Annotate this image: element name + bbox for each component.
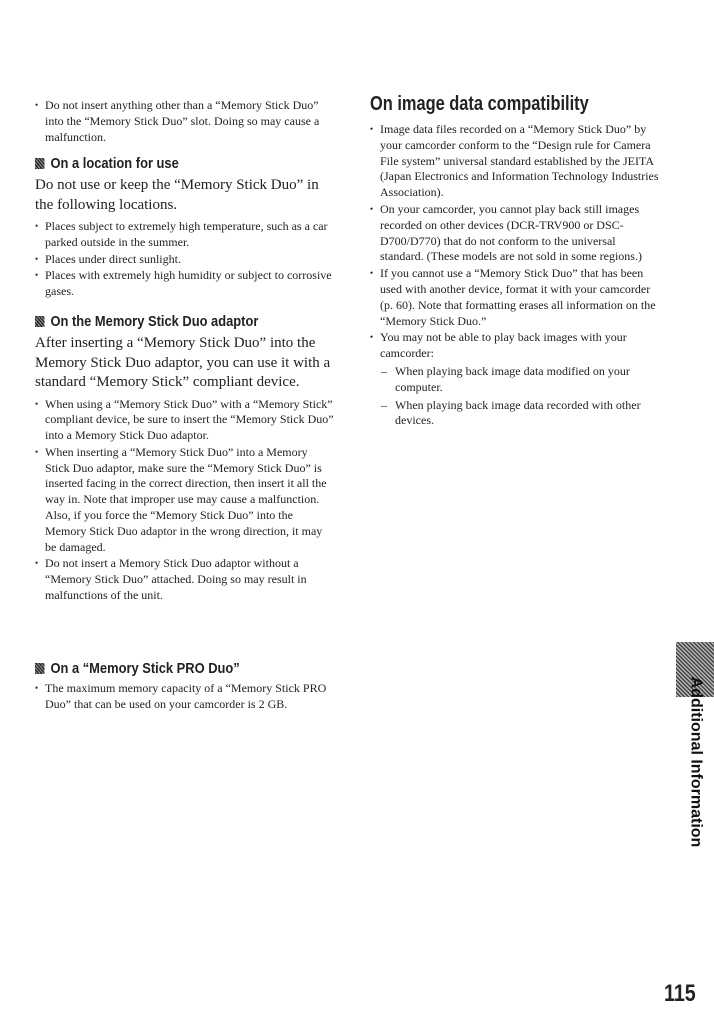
section-adaptor [35, 313, 335, 605]
side-tab-text: Additional Information [687, 676, 704, 848]
section-heading: On a location for use [50, 155, 179, 172]
bullet-item: • Places under direct sunlight. [35, 252, 335, 268]
section-pro-duo [35, 660, 335, 714]
section-heading: On the Memory Stick Duo adaptor [50, 313, 259, 330]
bullet-item: • The maximum memory capacity of a “Memory Stick PRO Duo” that can be used on your camcorder is 2 GB. [35, 681, 335, 713]
bullet-item: • Places with extremely high humidity or subject to corrosive gases. [35, 268, 335, 300]
bullet-text: You may not be able to play back images with your camcorder: [380, 330, 627, 361]
section-marker-icon [35, 663, 44, 674]
intro-bullets [35, 98, 335, 146]
bullet-item: • Image data files recorded on a “Memory Stick Duo” by your camcorder conform to the “Design rule for Camera File system” universal standard established by the JEITA (Japan Electronics and Information Technology Industries Association). [370, 122, 660, 201]
bullet-item: • When using a “Memory Stick Duo” with a “Memory Stick” compliant device, be sure to insert the “Memory Stick Duo” into a Memory Stick Duo adaptor. [35, 397, 335, 444]
section-image-data-compatibility [370, 92, 660, 431]
section-location [35, 155, 335, 301]
section-heading: On a “Memory Stick PRO Duo” [50, 660, 240, 677]
bullet-item: • When inserting a “Memory Stick Duo” into a Memory Stick Duo adaptor, make sure the “Memory Stick Duo” is inserted facing in the correct direction, then insert it all the way in. Note that improper use may cause a malfunction. Also, if you force the “Memory Stick Duo” into the Memory Stick Duo adaptor in the wrong direction, it may be damaged. [35, 445, 335, 556]
bullet-item: • Places subject to extremely high temperature, such as a car parked outside in the summer. [35, 219, 335, 251]
bullet-item: • On your camcorder, you cannot play back still images recorded on other devices (DCR-TRV900 or DSC-D700/D770) that do not conform to the universal standard. (These models are not sold in some regions.) [370, 202, 660, 265]
main-heading: On image data compatibility [370, 93, 589, 115]
section-marker-icon [35, 316, 44, 327]
bullet-item: • Do not insert anything other than a “Memory Stick Duo” into the “Memory Stick Duo” slot. Doing so may cause a malfunction. [35, 98, 335, 145]
bullet-item: • Do not insert a Memory Stick Duo adaptor without a “Memory Stick Duo” attached. Doing so may result in malfunctions of the unit. [35, 556, 335, 603]
side-tab-label [676, 676, 714, 848]
sub-bullet-item: – When playing back image data recorded with other devices. [380, 398, 660, 430]
bullet-item: • If you cannot use a “Memory Stick Duo” that has been used with another device, format it with your camcorder (p. 60). Note that formatting erases all information on the “Memory Stick Duo.” [370, 266, 660, 329]
section-lead: After inserting a “Memory Stick Duo” into the Memory Stick Duo adaptor, you can use it with a standard “Memory Stick” compliant device. [35, 335, 331, 390]
section-marker-icon [35, 158, 44, 169]
section-lead: Do not use or keep the “Memory Stick Duo” in the following locations. [35, 177, 319, 213]
page-number: 115 [664, 980, 696, 1007]
bullet-item [370, 330, 660, 429]
sub-bullet-item: – When playing back image data modified on your computer. [380, 364, 660, 396]
